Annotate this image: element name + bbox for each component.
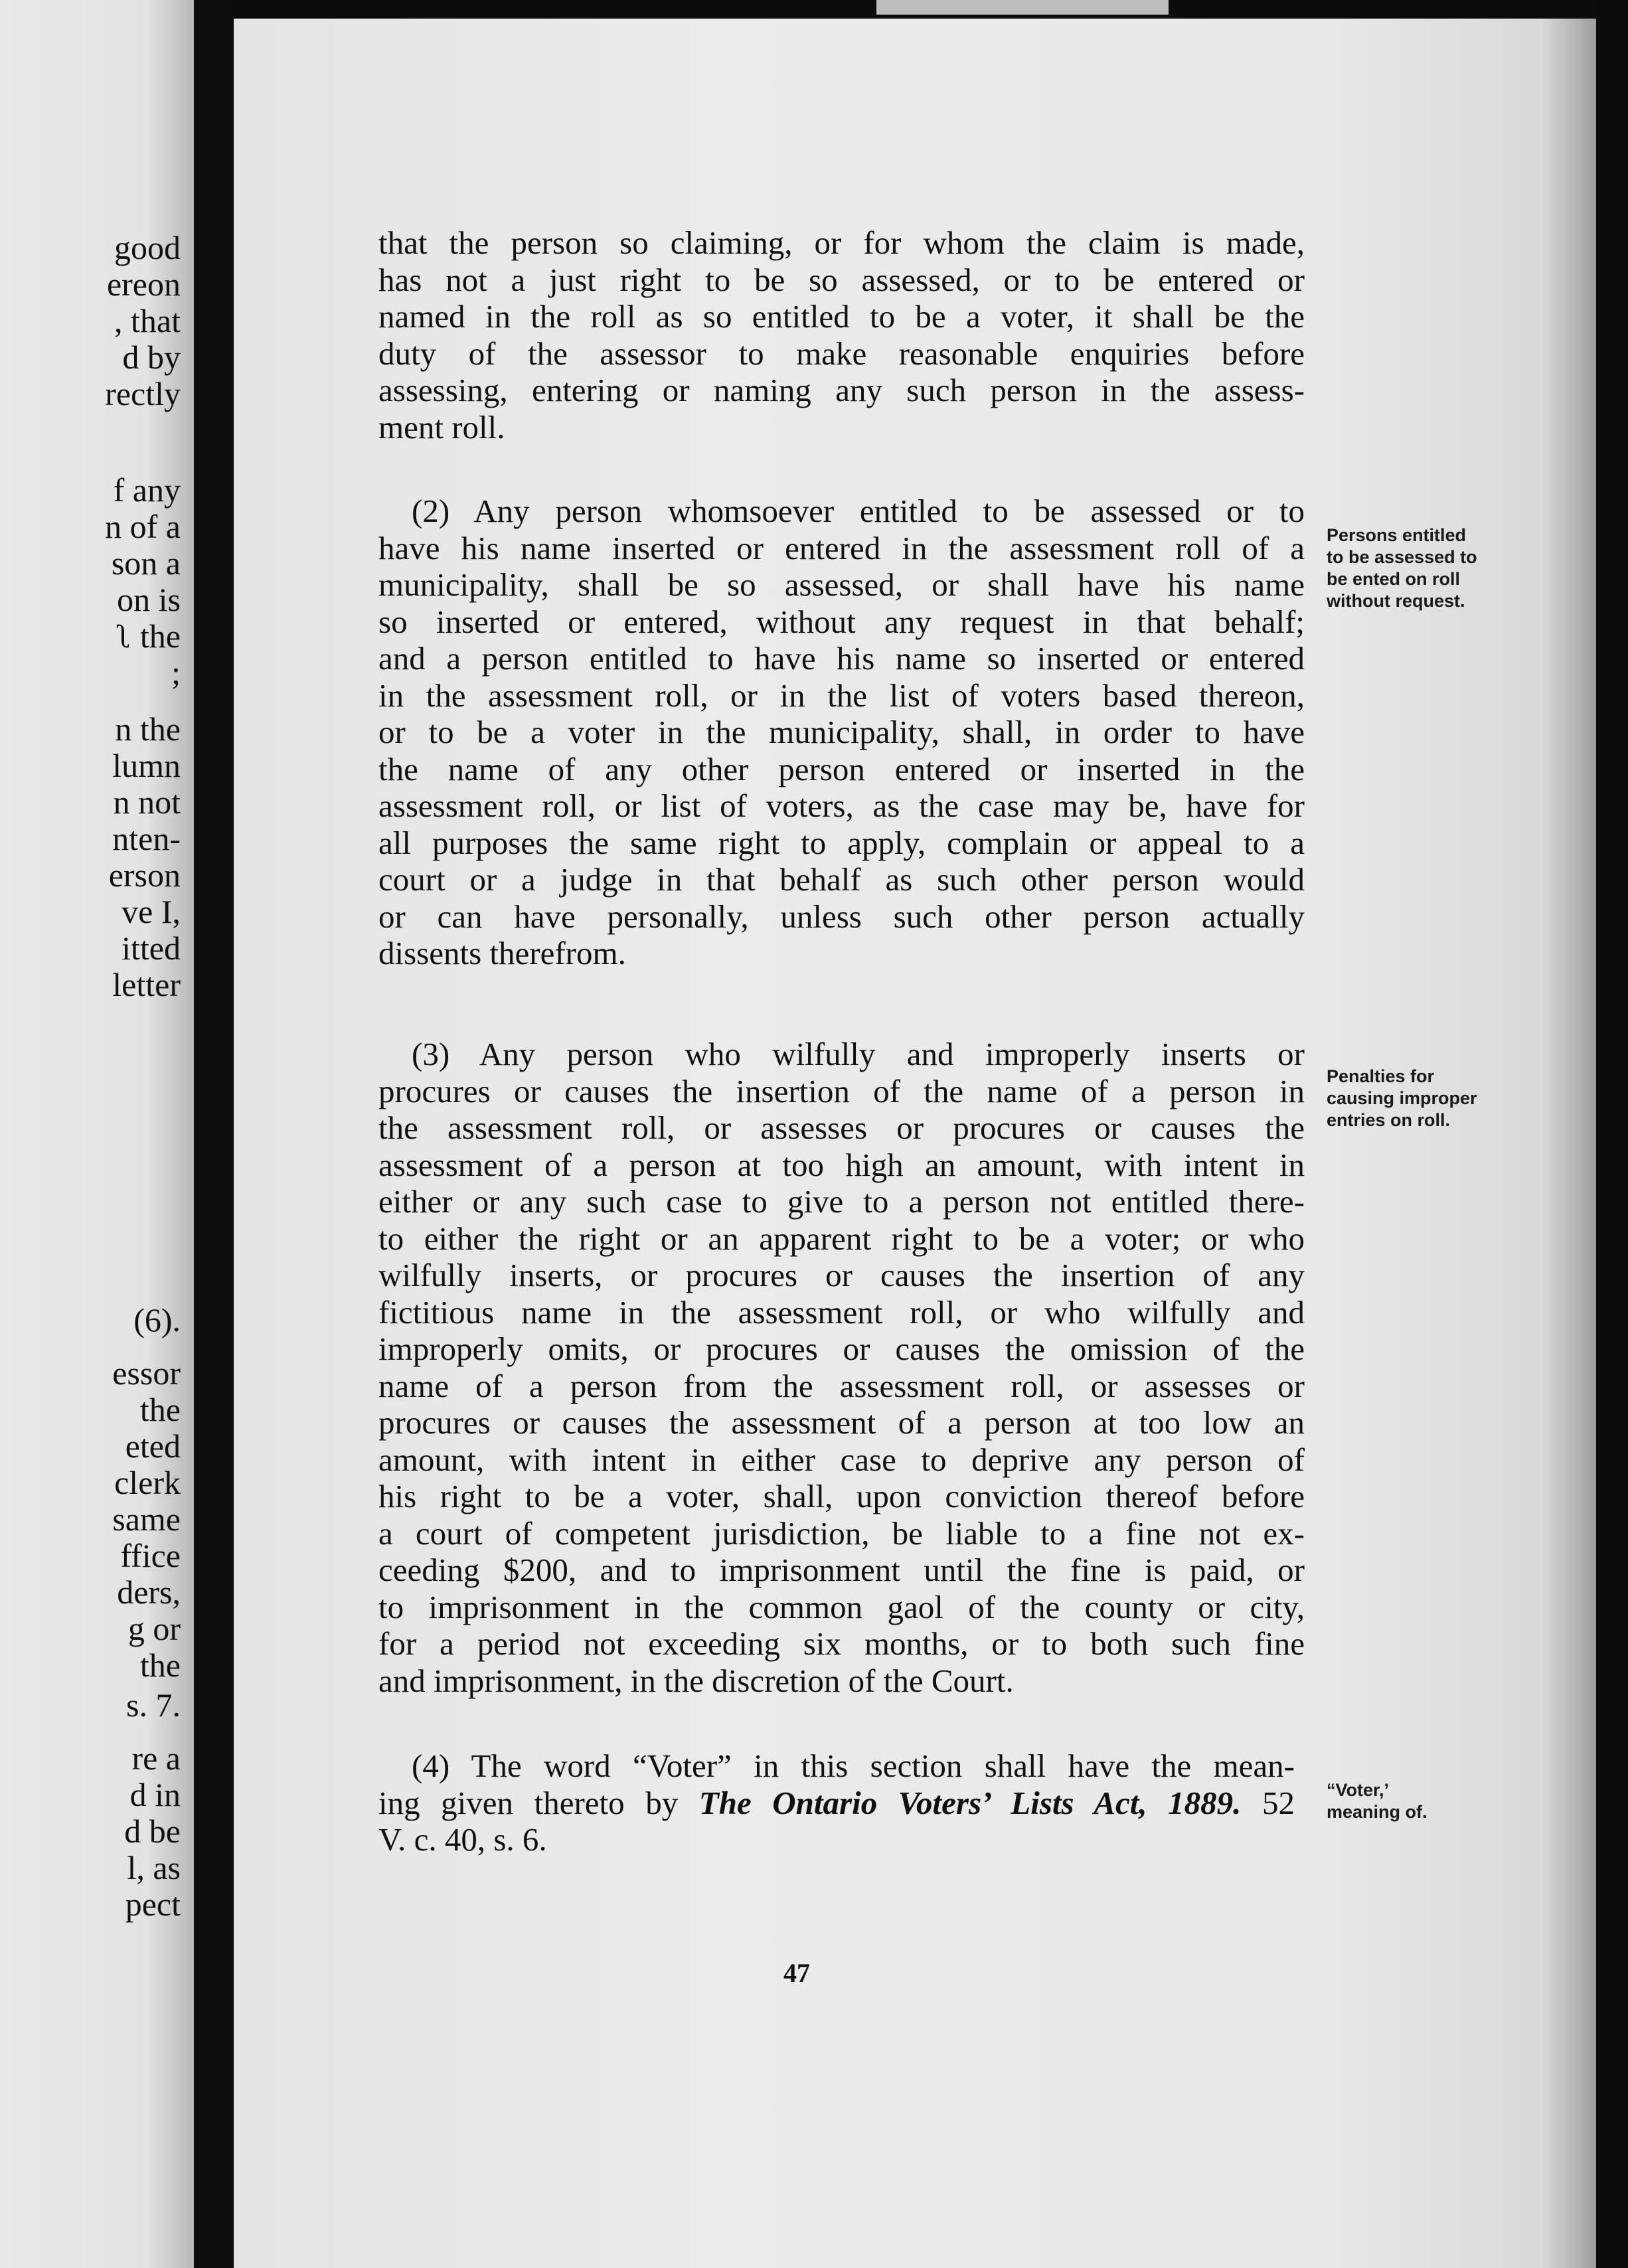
text-line: dissents therefrom. [378, 935, 626, 971]
margin-note-voter-meaning [1327, 1779, 1526, 1823]
paragraph-2 [378, 493, 1305, 972]
left-page-text-fragment: same [112, 1500, 181, 1538]
text-line: have his name inserted or entered in the assessment roll of a [378, 529, 1305, 566]
left-page-text-fragment: ffice [120, 1537, 181, 1574]
left-page-text-fragment: lumn [112, 747, 181, 784]
margin-note-line: be ented on roll [1327, 569, 1461, 589]
text-line: (4) The word “Voter” in this section shall have the mean- [412, 1747, 1295, 1784]
left-page-text-fragment: ereon [106, 266, 181, 303]
left-page-text-fragment: , that [114, 302, 181, 339]
text-line: a court of competent jurisdiction, be liable to a fine not ex- [378, 1514, 1305, 1552]
margin-note-line: “Voter,’ [1327, 1780, 1390, 1800]
left-page-text-fragment: good [114, 229, 181, 266]
text-line: fictitious name in the assessment roll, or who wilfully and [378, 1293, 1305, 1331]
text-line: the assessment roll, or assesses or procures or causes the [378, 1109, 1305, 1146]
text-line: assessing, entering or naming any such person in the assess- [378, 372, 1305, 408]
left-page-text-fragment: clerk [114, 1464, 181, 1501]
margin-note-line: meaning of. [1327, 1802, 1427, 1822]
text-line: assessment of a person at too high an amount, with intent in [378, 1146, 1305, 1183]
scan-frame-top [0, 0, 1628, 19]
left-page-text-fragment: d by [122, 339, 181, 376]
text-line: wilfully inserts, or procures or causes the insertion of any [378, 1257, 1305, 1293]
page-number: 47 [783, 1958, 810, 1988]
text-line: procures or causes the insertion of the name of a person in [378, 1072, 1305, 1109]
left-page-text-fragment: re a [131, 1740, 181, 1777]
left-page-text-fragment: erson [108, 856, 181, 894]
margin-note-penalties [1327, 1066, 1526, 1131]
left-page-text-fragment: eted [125, 1427, 181, 1465]
book-spine [194, 0, 234, 2268]
text-line: to imprisonment in the common gaol of the county or city, [378, 1588, 1305, 1625]
left-page-text-fragment: the [139, 1647, 181, 1684]
left-page-text-fragment: g or [127, 1610, 181, 1647]
left-page-text-fragment: n of a [105, 508, 181, 545]
text-run: 52 [1241, 1784, 1295, 1821]
left-page-text-fragment: the [139, 1391, 181, 1428]
text-line: and a person entitled to have his name so inserted or entered [378, 640, 1305, 677]
scan-frame-strip [876, 0, 1169, 15]
text-line: municipality, shall be so assessed, or shall have his name [378, 566, 1305, 603]
margin-note-persons-entitled [1327, 525, 1526, 612]
text-line: either or any such case to give to a person not entitled there- [378, 1183, 1305, 1220]
text-line: ceeding $200, and to imprisonment until the fine is paid, or [378, 1552, 1305, 1588]
left-page-text-fragment: ʅ the [117, 617, 181, 655]
text-line: so inserted or entered, without any request in that behalf; [378, 603, 1305, 640]
margin-note-line: Penalties for [1327, 1066, 1435, 1086]
left-page-text-fragment: rectly [105, 375, 181, 412]
text-line: in the assessment roll, or in the list of voters based thereon, [378, 677, 1305, 714]
text-line: or to be a voter in the municipality, shall, in order to have [378, 714, 1305, 750]
text-line: duty of the assessor to make reasonable enquiries before [378, 335, 1305, 372]
text-line: or can have personally, unless such other person actually [378, 898, 1305, 935]
left-page-text-fragment: d in [129, 1776, 181, 1813]
text-line: has not a just right to be so assessed, or to be entered or [378, 261, 1305, 298]
text-line: (2) Any person whomsoever entitled to be assessed or to [412, 493, 1305, 529]
left-page-text-fragment: n not [113, 783, 181, 821]
left-page-text-fragment: essor [112, 1354, 181, 1392]
text-line: his right to be a voter, shall, upon conviction thereof before [378, 1478, 1305, 1514]
scan-frame-right [1596, 0, 1628, 2268]
left-page-text-fragment: (6). [133, 1301, 181, 1338]
paragraph-intro [378, 224, 1305, 446]
text-line: name of a person from the assessment roll, or assesses or [378, 1367, 1305, 1404]
text-line: named in the roll as so entitled to be a voter, it shall be the [378, 298, 1305, 335]
text-line: (3) Any person who wilfully and improperly inserts or [412, 1036, 1305, 1072]
text-line: ment roll. [378, 408, 505, 446]
text-line: the name of any other person entered or inserted in the [378, 750, 1305, 787]
text-line: all purposes the same right to apply, complain or appeal to a [378, 824, 1305, 861]
left-page-text-fragment: s. 7. [126, 1686, 181, 1724]
margin-note-line: causing improper [1327, 1088, 1477, 1108]
left-page-text-fragment: ders, [117, 1574, 181, 1611]
left-page-text-fragment: letter [112, 966, 181, 1003]
left-page-text-fragment: d be [124, 1813, 181, 1850]
margin-note-line: without request. [1327, 591, 1465, 611]
text-line: for a period not exceeding six months, or to both such fine [378, 1625, 1305, 1662]
left-page-text-fragment: ve I, [122, 893, 181, 930]
left-page-text-fragment: nten- [112, 820, 181, 857]
text-line: V. c. 40, s. 6. [378, 1821, 547, 1858]
margin-note-line: Persons entitled [1327, 525, 1467, 545]
text-line: to either the right or an apparent right to be a voter; or who [378, 1220, 1305, 1257]
left-page-text-fragment: l, as [127, 1849, 181, 1886]
text-line: assessment roll, or list of voters, as the case may be, have for [378, 787, 1305, 824]
text-line: and imprisonment, in the discretion of the Court. [378, 1662, 1014, 1699]
margin-note-line: entries on roll. [1327, 1110, 1451, 1130]
text-line: amount, with intent in either case to deprive any person of [378, 1441, 1305, 1478]
left-page-text-fragment: itted [122, 930, 181, 967]
text-run: ing given thereto by [378, 1784, 699, 1821]
paragraph-3 [378, 1036, 1305, 1699]
left-page-text-fragment: ; [171, 654, 181, 691]
text-line [378, 1785, 1295, 1822]
left-page-text-fragment: n the [115, 710, 181, 748]
left-page-text-fragment: on is [117, 581, 181, 618]
left-page-text-fragment: pect [125, 1886, 181, 1923]
margin-note-line: to be assessed to [1327, 547, 1477, 567]
left-page-text-fragment: son a [111, 544, 181, 582]
paragraph-4 [378, 1747, 1295, 1858]
left-page-fragment [0, 0, 194, 2268]
text-line: court or a judge in that behalf as such other person would [378, 861, 1305, 898]
left-page-text-fragment: f any [113, 471, 181, 509]
text-line: procures or causes the assessment of a person at too low an [378, 1404, 1305, 1441]
text-line: that the person so claiming, or for whom the claim is made, [378, 224, 1305, 261]
text-line: improperly omits, or procures or causes the omission of the [378, 1331, 1305, 1367]
act-title: The Ontario Voters’ Lists Act, 1889. [698, 1784, 1242, 1821]
